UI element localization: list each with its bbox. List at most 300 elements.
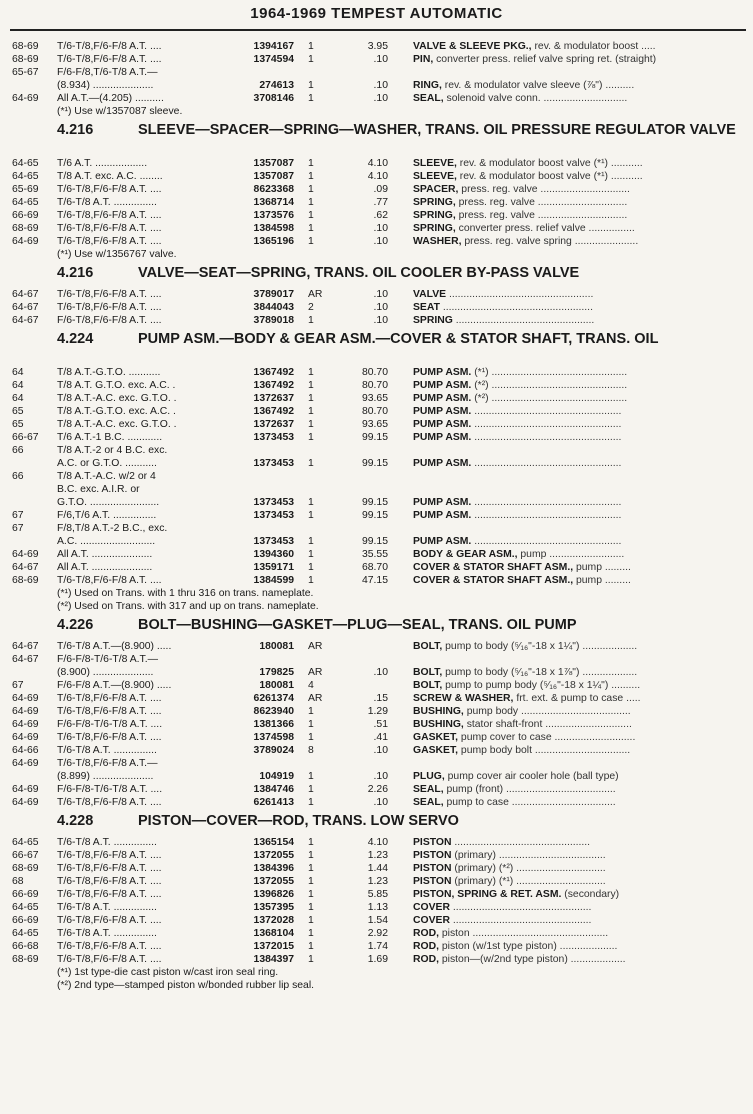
application: T/6-T/8,F/6-F/8 A.T. .... xyxy=(57,954,162,965)
quantity: 1 xyxy=(308,93,314,104)
application: (8.899) ..................... xyxy=(57,771,154,782)
part-name: PUMP ASM. xyxy=(413,510,472,521)
parts-row xyxy=(0,483,753,496)
section-title: BOLT—BUSHING—GASKET—PLUG—SEAL, TRANS. OIL PUMP xyxy=(138,617,577,633)
parts-row xyxy=(0,53,753,66)
section-header xyxy=(0,332,753,366)
model-years: 66-69 xyxy=(12,210,39,221)
list-price: 4.10 xyxy=(367,158,388,169)
application: T/6-T/8,F/6-F/8 A.T. .... xyxy=(57,302,162,313)
model-years: 64-69 xyxy=(12,719,39,730)
part-detail: pump .......................... xyxy=(517,549,625,560)
parts-row xyxy=(0,875,753,888)
part-detail: rev. & modulator boost valve (*¹) ........... xyxy=(456,171,643,182)
model-years: 64 xyxy=(12,380,24,391)
quantity: 1 xyxy=(308,850,314,861)
part-number: 1396826 xyxy=(253,889,294,900)
quantity: 1 xyxy=(308,928,314,939)
model-years: 65-69 xyxy=(12,184,39,195)
quantity: AR xyxy=(308,693,323,704)
section-header xyxy=(0,618,753,640)
parts-row xyxy=(0,836,753,849)
model-years: 64-65 xyxy=(12,171,39,182)
quantity: 1 xyxy=(308,406,314,417)
part-name: GASKET, xyxy=(413,745,459,756)
part-number: 1384396 xyxy=(253,863,294,874)
part-number: 1367492 xyxy=(253,406,294,417)
application: T/6-T/8,F/6-F/8 A.T. .... xyxy=(57,863,162,874)
part-name: COVER & STATOR SHAFT ASM., xyxy=(413,575,574,586)
part-name: ROD, xyxy=(413,941,439,952)
part-name: VALVE & SLEEVE PKG., xyxy=(413,41,532,52)
quantity: 1 xyxy=(308,562,314,573)
parts-row xyxy=(0,92,753,105)
part-detail: pump body ...................................... xyxy=(463,706,631,717)
application: T/6-T/8,F/6-F/8 A.T. .... xyxy=(57,889,162,900)
part-number: 1394167 xyxy=(253,41,294,52)
description xyxy=(413,431,749,444)
quantity: 1 xyxy=(308,797,314,808)
parts-row xyxy=(0,731,753,744)
part-detail: ................................................... xyxy=(471,419,622,430)
part-detail: ................................................... xyxy=(471,406,622,417)
part-name: PUMP ASM. xyxy=(413,432,472,443)
model-years: 66-67 xyxy=(12,432,39,443)
part-detail: piston—(w/2nd type piston) ................... xyxy=(438,954,626,965)
section-title: SLEEVE—SPACER—SPRING—WASHER, TRANS. OIL PRESSURE REGULATOR VALVE xyxy=(138,122,736,138)
part-detail: pump to pump body (⁵⁄₁₆"-18 x 1¼") .......... xyxy=(442,680,641,691)
part-name: SPRING, xyxy=(413,223,456,234)
part-detail: ................................................ xyxy=(449,902,592,913)
part-number: 1365154 xyxy=(253,837,294,848)
part-number: 1374598 xyxy=(253,732,294,743)
part-name: SPRING, xyxy=(413,210,456,221)
parts-row xyxy=(0,235,753,248)
list-price: .10 xyxy=(373,93,388,104)
part-name: SEAL, xyxy=(413,784,444,795)
part-name: COVER & STATOR SHAFT ASM., xyxy=(413,562,574,573)
list-price: 93.65 xyxy=(361,419,388,430)
list-price: .10 xyxy=(373,223,388,234)
parts-row xyxy=(0,379,753,392)
list-price: 99.15 xyxy=(361,458,388,469)
part-number: 1372015 xyxy=(253,941,294,952)
application: T/6-T/8,F/6-F/8 A.T. .... xyxy=(57,41,162,52)
description xyxy=(413,927,749,940)
description xyxy=(413,561,749,574)
part-name: SLEEVE, xyxy=(413,171,457,182)
parts-row xyxy=(0,470,753,483)
quantity: AR xyxy=(308,289,323,300)
parts-row xyxy=(0,288,753,301)
part-detail: press. reg. valve ............................... xyxy=(455,210,628,221)
model-years: 66 xyxy=(12,445,24,456)
description xyxy=(413,862,749,875)
part-number: 1372028 xyxy=(253,915,294,926)
part-name: PUMP ASM. xyxy=(413,367,472,378)
model-years: 67 xyxy=(12,510,24,521)
description xyxy=(413,940,749,953)
part-detail: ................................................ xyxy=(449,915,592,926)
parts-row xyxy=(0,953,753,966)
application: T/6-T/8,F/6-F/8 A.T. .... xyxy=(57,223,162,234)
part-name: SCREW & WASHER, xyxy=(413,693,514,704)
part-number: 1373453 xyxy=(253,458,294,469)
application: T/6-T/8,F/6-F/8 A.T. .... xyxy=(57,184,162,195)
list-price: .15 xyxy=(373,693,388,704)
model-years: 68-69 xyxy=(12,954,39,965)
parts-row xyxy=(0,653,753,666)
description xyxy=(413,535,749,548)
parts-row xyxy=(0,496,753,509)
quantity: 1 xyxy=(308,889,314,900)
part-detail: pump ......... xyxy=(573,575,631,586)
section-header xyxy=(0,814,753,836)
description xyxy=(413,222,749,235)
section-number: 4.228 xyxy=(57,813,94,829)
parts-row xyxy=(0,196,753,209)
section-number: 4.216 xyxy=(57,265,94,281)
application: F/6-F/8,T/6-T/8 A.T.— xyxy=(57,67,158,78)
catalog-section xyxy=(0,40,753,118)
part-name: PUMP ASM. xyxy=(413,497,472,508)
application: T/8 A.T.-2 or 4 B.C. exc. xyxy=(57,445,168,456)
catalog-section xyxy=(0,814,753,992)
model-years: 64-67 xyxy=(12,289,39,300)
application: T/6-T/8,F/6-F/8 A.T. .... xyxy=(57,289,162,300)
part-name: BOLT, xyxy=(413,680,443,691)
part-number: 180081 xyxy=(259,680,294,691)
description xyxy=(413,770,749,783)
part-detail: ................................................... xyxy=(471,536,622,547)
part-name: COVER xyxy=(413,915,450,926)
description xyxy=(413,288,749,301)
parts-row xyxy=(0,796,753,809)
model-years: 64-69 xyxy=(12,693,39,704)
section-title: VALVE—SEAT—SPRING, TRANS. OIL COOLER BY-PASS VALVE xyxy=(138,265,580,281)
footnote: (*¹) Use w/1356767 valve. xyxy=(57,249,177,260)
part-detail: rev. & modulator boost ..... xyxy=(531,41,656,52)
parts-row xyxy=(0,170,753,183)
parts-row xyxy=(0,849,753,862)
part-number: 1368714 xyxy=(253,197,294,208)
quantity: 8 xyxy=(308,745,314,756)
application: F/6-F/8-T/6-T/8 A.T. .... xyxy=(57,719,163,730)
part-name: COVER xyxy=(413,902,450,913)
catalog-section xyxy=(0,332,753,613)
list-price: .10 xyxy=(373,667,388,678)
part-number: 3789024 xyxy=(253,745,294,756)
application: T/6-T/8,F/6-F/8 A.T. .... xyxy=(57,797,162,808)
quantity: 4 xyxy=(308,680,314,691)
description xyxy=(413,366,749,379)
model-years: 64 xyxy=(12,393,24,404)
part-detail: converter press. relief valve ................ xyxy=(455,223,635,234)
application: F/6-T/8,F/6-F/8 A.T. .... xyxy=(57,315,162,326)
model-years: 68 xyxy=(12,876,24,887)
application: T/6-T/8 A.T. ............... xyxy=(57,928,157,939)
parts-row xyxy=(0,862,753,875)
description xyxy=(413,496,749,509)
application: T/6-T/8,F/6-F/8 A.T. .... xyxy=(57,732,162,743)
description xyxy=(413,509,749,522)
parts-row xyxy=(0,66,753,79)
application: A.C. .......................... xyxy=(57,536,156,547)
footnote: (*¹) Used on Trans. with 1 thru 316 on trans. nameplate. xyxy=(57,588,314,599)
parts-row xyxy=(0,561,753,574)
application: F/6-F/8 A.T.—(8.900) ..... xyxy=(57,680,172,691)
parts-row xyxy=(0,692,753,705)
model-years: 67 xyxy=(12,523,24,534)
description xyxy=(413,92,749,105)
part-number: 1357087 xyxy=(253,171,294,182)
parts-row xyxy=(0,157,753,170)
part-name: PLUG, xyxy=(413,771,445,782)
part-detail: solenoid valve conn. ............................. xyxy=(443,93,628,104)
part-name: PISTON, SPRING & RET. ASM. xyxy=(413,889,562,900)
application: (8.900) ..................... xyxy=(57,667,154,678)
application: T/6-T/8,F/6-F/8 A.T. .... xyxy=(57,693,162,704)
model-years: 64-67 xyxy=(12,302,39,313)
parts-row xyxy=(0,509,753,522)
quantity: 1 xyxy=(308,223,314,234)
parts-row xyxy=(0,888,753,901)
list-price: .10 xyxy=(373,54,388,65)
catalog-section xyxy=(0,123,753,261)
part-number: 1384397 xyxy=(253,954,294,965)
list-price: .77 xyxy=(373,197,388,208)
description xyxy=(413,314,749,327)
model-years: 67 xyxy=(12,680,24,691)
list-price: .51 xyxy=(373,719,388,730)
application: All A.T.—(4.205) .......... xyxy=(57,93,164,104)
list-price: 68.70 xyxy=(361,562,388,573)
part-detail: ................................................... xyxy=(471,510,622,521)
part-number: 1357087 xyxy=(253,158,294,169)
part-number: 6261374 xyxy=(253,693,294,704)
list-price: .10 xyxy=(373,797,388,808)
description xyxy=(413,40,749,53)
page-title: 1964-1969 TEMPEST AUTOMATIC xyxy=(250,5,503,22)
parts-row xyxy=(0,522,753,535)
application: T/8 A.T.-A.C. exc. G.T.O. . xyxy=(57,419,177,430)
quantity: 1 xyxy=(308,432,314,443)
quantity: 1 xyxy=(308,771,314,782)
parts-row xyxy=(0,457,753,470)
quantity: 1 xyxy=(308,380,314,391)
model-years: 64-69 xyxy=(12,236,39,247)
model-years: 66 xyxy=(12,471,24,482)
quantity: 1 xyxy=(308,549,314,560)
quantity: 1 xyxy=(308,536,314,547)
part-name: BUSHING, xyxy=(413,706,464,717)
parts-row xyxy=(0,40,753,53)
part-name: PIN, xyxy=(413,54,434,65)
quantity: 1 xyxy=(308,171,314,182)
quantity: 1 xyxy=(308,863,314,874)
part-number: 1359171 xyxy=(253,562,294,573)
part-name: VALVE xyxy=(413,289,447,300)
part-number: 1373453 xyxy=(253,510,294,521)
part-name: PUMP ASM. xyxy=(413,393,472,404)
part-detail: piston (w/1st type piston) .................... xyxy=(438,941,618,952)
section-title: PUMP ASM.—BODY & GEAR ASM.—COVER & STATOR SHAFT, TRANS. OIL xyxy=(138,331,659,347)
application: T/6-T/8,F/6-F/8 A.T. .... xyxy=(57,236,162,247)
part-name: PUMP ASM. xyxy=(413,536,472,547)
part-name: SEAL, xyxy=(413,797,444,808)
description xyxy=(413,183,749,196)
application: T/8 A.T.-A.C. w/2 or 4 xyxy=(57,471,156,482)
description xyxy=(413,574,749,587)
part-number: 1372637 xyxy=(253,419,294,430)
quantity: 1 xyxy=(308,367,314,378)
model-years: 68-69 xyxy=(12,575,39,586)
part-number: 274613 xyxy=(259,80,294,91)
part-detail: press. reg. valve ............................... xyxy=(455,197,628,208)
model-years: 68-69 xyxy=(12,54,39,65)
part-name: PISTON xyxy=(413,837,452,848)
list-price: 1.74 xyxy=(367,941,388,952)
application: T/6-T/8 A.T. ............... xyxy=(57,745,157,756)
model-years: 65 xyxy=(12,406,24,417)
parts-row xyxy=(0,301,753,314)
quantity: 1 xyxy=(308,419,314,430)
model-years: 64-67 xyxy=(12,315,39,326)
part-detail: pump body bolt ................................. xyxy=(458,745,631,756)
part-number: 1373576 xyxy=(253,210,294,221)
parts-row xyxy=(0,679,753,692)
part-detail: (*²) ............................................... xyxy=(471,393,628,404)
list-price: 1.54 xyxy=(367,915,388,926)
parts-row xyxy=(0,770,753,783)
part-number: 179825 xyxy=(259,667,294,678)
description xyxy=(413,457,749,470)
parts-row xyxy=(0,444,753,457)
part-number: 3708146 xyxy=(253,93,294,104)
part-detail: pump to body (⁵⁄₁₆"-18 x 1¼") ................... xyxy=(442,641,638,652)
list-price: 1.69 xyxy=(367,954,388,965)
part-detail: .................................................. xyxy=(446,289,594,300)
description xyxy=(413,744,749,757)
part-name: ROD, xyxy=(413,954,439,965)
description xyxy=(413,888,749,901)
model-years: 65-67 xyxy=(12,67,39,78)
part-detail: (primary) (*¹) ............................... xyxy=(451,876,606,887)
application: F/6-F/8-T/6-T/8 A.T.— xyxy=(57,654,159,665)
footnote: (*¹) Use w/1357087 sleeve. xyxy=(57,106,183,117)
description xyxy=(413,836,749,849)
list-price: 99.15 xyxy=(361,497,388,508)
description xyxy=(413,418,749,431)
description xyxy=(413,53,749,66)
part-number: 3789017 xyxy=(253,289,294,300)
description xyxy=(413,705,749,718)
quantity: 1 xyxy=(308,210,314,221)
list-price: 4.10 xyxy=(367,171,388,182)
description xyxy=(413,301,749,314)
description xyxy=(413,548,749,561)
application: T/6-T/8,F/6-F/8 A.T. .... xyxy=(57,54,162,65)
description xyxy=(413,796,749,809)
model-years: 66-68 xyxy=(12,941,39,952)
model-years: 64-69 xyxy=(12,797,39,808)
description xyxy=(413,379,749,392)
part-number: 6261413 xyxy=(253,797,294,808)
part-detail: piston ............................................... xyxy=(438,928,609,939)
description xyxy=(413,849,749,862)
list-price: 1.23 xyxy=(367,876,388,887)
quantity: 1 xyxy=(308,954,314,965)
application: All A.T. ..................... xyxy=(57,562,153,573)
part-number: 1372055 xyxy=(253,876,294,887)
application: T/6-T/8,F/6-F/8 A.T. .... xyxy=(57,850,162,861)
model-years: 64-65 xyxy=(12,837,39,848)
parts-row xyxy=(0,366,753,379)
list-price: .10 xyxy=(373,745,388,756)
section-title: PISTON—COVER—ROD, TRANS. LOW SERVO xyxy=(138,813,459,829)
part-detail: stator shaft-front .............................. xyxy=(463,719,632,730)
parts-row xyxy=(0,418,753,431)
part-name: ROD, xyxy=(413,928,439,939)
part-number: 1384598 xyxy=(253,223,294,234)
list-price: 2.92 xyxy=(367,928,388,939)
application: G.T.O. ........................ xyxy=(57,497,160,508)
model-years: 64-69 xyxy=(12,549,39,560)
part-name: SEAT xyxy=(413,302,440,313)
part-number: 1384599 xyxy=(253,575,294,586)
model-years: 64-66 xyxy=(12,745,39,756)
quantity: AR xyxy=(308,641,323,652)
part-name: PISTON xyxy=(413,876,452,887)
description xyxy=(413,170,749,183)
application: A.C. or G.T.O. ........... xyxy=(57,458,157,469)
parts-row xyxy=(0,535,753,548)
catalog-section xyxy=(0,266,753,327)
model-years: 64-65 xyxy=(12,902,39,913)
part-name: SLEEVE, xyxy=(413,158,457,169)
list-price: 1.23 xyxy=(367,850,388,861)
quantity: 1 xyxy=(308,236,314,247)
part-number: 180081 xyxy=(259,641,294,652)
quantity: 1 xyxy=(308,510,314,521)
application: F/6,T/6 A.T. ............... xyxy=(57,510,157,521)
list-price: 2.26 xyxy=(367,784,388,795)
part-number: 1373453 xyxy=(253,536,294,547)
part-detail: pump (front) ...................................... xyxy=(443,784,616,795)
part-name: SPACER, xyxy=(413,184,459,195)
part-number: 1372637 xyxy=(253,393,294,404)
description xyxy=(413,875,749,888)
application: (8.934) ..................... xyxy=(57,80,154,91)
description xyxy=(413,718,749,731)
part-detail: rev. & modulator valve sleeve (⅞") .......... xyxy=(441,80,635,91)
quantity: 1 xyxy=(308,837,314,848)
part-name: PUMP ASM. xyxy=(413,406,472,417)
header-rule xyxy=(10,29,746,31)
description xyxy=(413,235,749,248)
description xyxy=(413,666,749,679)
list-price: .10 xyxy=(373,302,388,313)
part-detail: ................................................ xyxy=(452,315,595,326)
application: T/8 A.T. G.T.O. exc. A.C. . xyxy=(57,380,176,391)
parts-row xyxy=(0,640,753,653)
description xyxy=(413,731,749,744)
section-header xyxy=(0,123,753,157)
quantity: 1 xyxy=(308,732,314,743)
part-name: PUMP ASM. xyxy=(413,419,472,430)
part-name: BOLT, xyxy=(413,667,443,678)
description xyxy=(413,692,749,705)
